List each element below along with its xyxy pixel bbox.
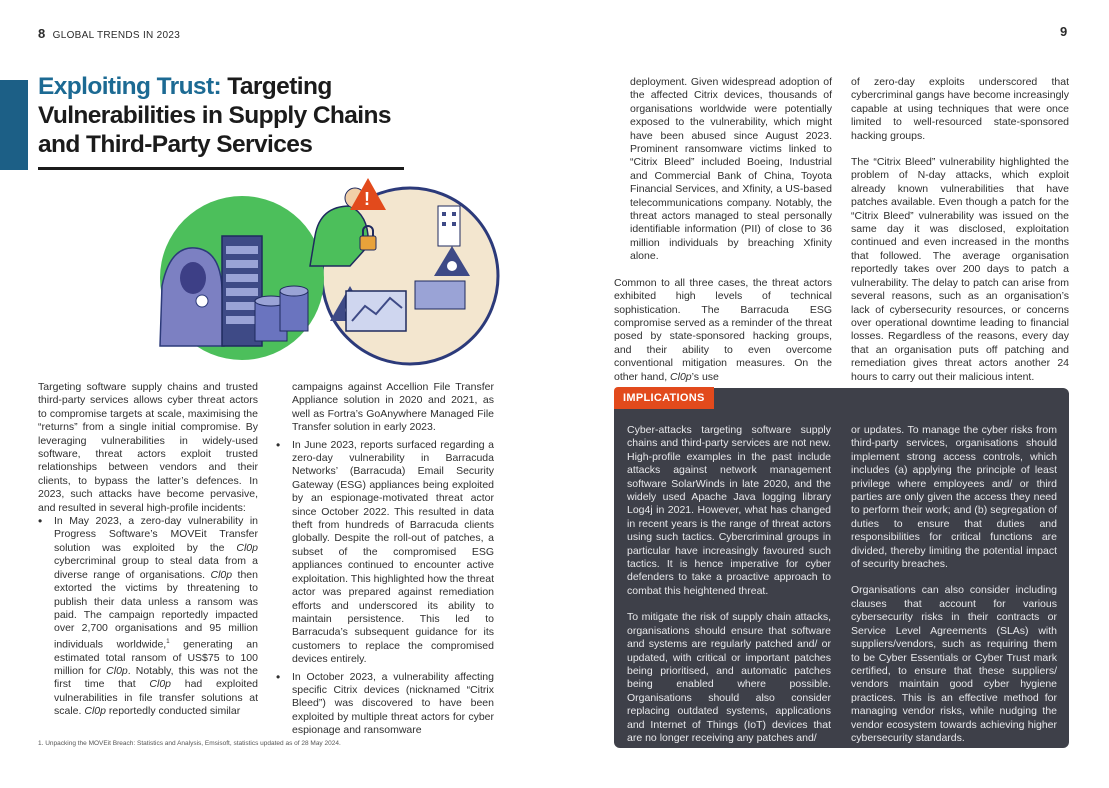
implications-label: IMPLICATIONS — [614, 387, 714, 409]
implications-col-2 — [851, 424, 1057, 745]
implications-paragraph-4: Organisations can also consider including clauses that account for various cybersecurity risks in their contracts or Service Level Agreements (SLAs) with suppliers/vendors, such as requiring them to be Cyber Essentials or Cyber Trust mark certified, to ensure that these suppliers/ vendors maintain good cyber hygiene practices. This is an effective method for managing vendor risks, while nudging the vendor ecosystem towards achieving higher cybersecurity standards. — [851, 584, 1057, 744]
implications-col-1 — [627, 424, 831, 745]
svg-text:!: ! — [364, 189, 370, 209]
supply-chain-illustration — [150, 176, 500, 366]
skull-icon — [196, 295, 208, 307]
implications-paragraph-1: Cyber-attacks targeting software supply chains and third-party services are not new. High-profile examples in the past include attacks against network management software SolarWinds in late 2020, and the widely used Apache Java logging library Log4j in 2021. However, what has changed in recent years is the range of threat actors using such tactics. Cybercriminal groups in particular have increasingly favoured such tactics. It is hence imperative for cyber defenders to take a proactive approach to combat this heightened threat. — [627, 424, 831, 597]
page-title — [38, 72, 418, 159]
incident-list-continued — [276, 439, 494, 738]
left-page-number: 8 — [38, 26, 46, 41]
citrix-continuation: deployment. Given widespread adoption of the affected Citrix devices, thousands of organisations worldwide were potentially exposed to the vulnerability, which might have been abused since August 2023. Prominent ransomware victims linked to “Citrix Bleed” included Boeing, Industrial and Commercial Bank of China, Toyota Financial Services, and Xfinity, a US-based telecommunications company. Notably, the threat actors managed to steal personally identifiable information (PII) of close to 36 million individuals by breaching Xfinity alone. — [630, 76, 832, 263]
implications-paragraph-3: or updates. To manage the cyber risks from third-party services, organisations should implement strong access controls, which includes (a) applying the principle of least privilege where employees and/ or third parties are only given the access they need to perform their work; and (b) segregation of duties to ensure that duties and responsibilities for critical functions are divided, thereby limiting the potential impact of security breaches. — [851, 424, 1057, 571]
moveit-continuation: campaigns against Accellion File Transfer Appliance solution in 2020 and 2021, as well as Fortra’s GoAnywhere Managed File Transfer solution in early 2023. — [292, 381, 494, 434]
column-2 — [276, 381, 494, 738]
title-highlight: Exploiting Trust: — [38, 73, 222, 100]
incident-list — [38, 515, 258, 719]
implications-paragraph-2: To mitigate the risk of supply chain attacks, organisations should ensure that software and systems are regularly patched and/ or updated, with critical or important patches being prioritised, and automatic patches being enabled where possible. Organisations should also consider replacing outdated systems, applications and Internet of Things (IoT) devices that are no longer receiving any patches and/ — [627, 611, 831, 744]
zero-day-paragraph: of zero-day exploits underscored that cybercriminal gangs have become increasingly capable at using techniques that were once limited to well-resourced state-sponsored hacking groups. — [851, 76, 1069, 142]
column-4 — [851, 76, 1069, 384]
left-page-header — [38, 26, 180, 41]
right-page-number: 9 — [1060, 24, 1068, 39]
laptop-icon — [346, 291, 406, 331]
bullet-barracuda: • In June 2023, reports surfaced regarding a zero-day vulnerability in Barracuda Networks’ (Barracuda) Email Security Gateway (ESG) appliances being exploited by an espionage-motivated threat actor since October 2022. This resulted in data theft from hundreds of Barracuda clients globally. Despite the roll-out of patches, a subset of the compromised ESG appliances continued to encounter active exploitation. This highlighted how the threat actor was prepared against remediation efforts and underscored its ability to maintain persistence. This led to Barracuda’s subsequent guidance for its customers to replace the compromised devices entirely. — [276, 439, 494, 667]
title-rest: Targeting Vulnerabilities in Supply Chains and Third-Party Services — [38, 73, 391, 158]
bullet-citrix: • In October 2023, a vulnerability affecting specific Citrix devices (nicknamed “Citrix Bleed”) was discovered to have been exploited by multiple threat actors for cyber espionage and ransomware — [276, 671, 494, 738]
title-underline — [38, 167, 404, 170]
footnote-ref: 1 — [166, 638, 170, 645]
intro-paragraph: Targeting software supply chains and trusted third-party services allows cyber threat actors to compromise targets at scale, maximising the “returns” from a single initial compromise. By leveraging vulnerabilities in widely-used software, threat actors exploit trusted relationships between vendors and their clients, to bypass the latter’s defences. In 2023, such attacks have become pervasive, and resulted in several high-profile incidents: — [38, 381, 258, 514]
lock-icon — [360, 236, 376, 250]
bullet-moveit: • In May 2023, a zero-day vulnerability in Progress Software’s MOVEit Transfer solution was exploited by the Cl0p cybercriminal group to steal data from a diverse range of organisations. Cl0p then extorted the victims by threatening to publish their data unless a ransom was paid. The campaign reportedly impacted over 2,700 organisations and 95 million individuals worldwide,$^1$ generating an estimated total ransom of US$75 to 100 million for Cl0p. Notably, this was not the first time that Cl0p had exploited vulnerabilities in file transfer solutions at scale. Cl0p reportedly conducted similar — [38, 515, 258, 719]
column-3 — [614, 76, 832, 384]
running-title: GLOBAL TRENDS IN 2023 — [52, 30, 181, 41]
sophistication-paragraph: Common to all three cases, the threat actors exhibited high levels of technical sophistication. The Barracuda ESG compromise served as a reminder of the threat posed by state-sponsored hacking groups, and their ability to even overcome conventional mitigation measures. On the other hand, Cl0p’s use — [614, 276, 832, 383]
building-icon — [438, 206, 460, 246]
column-1 — [38, 381, 258, 719]
n-day-paragraph: The “Citrix Bleed” vulnerability highlighted the problem of N-day attacks, which exploit already known vulnerabilities that have patches available. Even though a patch for the “Citrix Bleed” vulnerability was issued on the same day it was disclosed, exploitation continued and even increased in the months that followed. The average organisation reportedly takes over 200 days to patch a vulnerability. The delay to patch can arise from several reasons, such as an organisation’s lack of cybersecurity resources, or concerns over operational downtime leading to financial losses. Regardless of the reasons, every day that an organisation puts off patching and remediation gives threat actors another 24 hours to carry out their malicious intent. — [851, 156, 1069, 383]
footnote: 1. Unpacking the MOVEit Breach: Statistics and Analysis, Emsisoft, statistics updated as of 28 May 2024. — [38, 740, 341, 747]
accent-bar — [0, 80, 28, 170]
